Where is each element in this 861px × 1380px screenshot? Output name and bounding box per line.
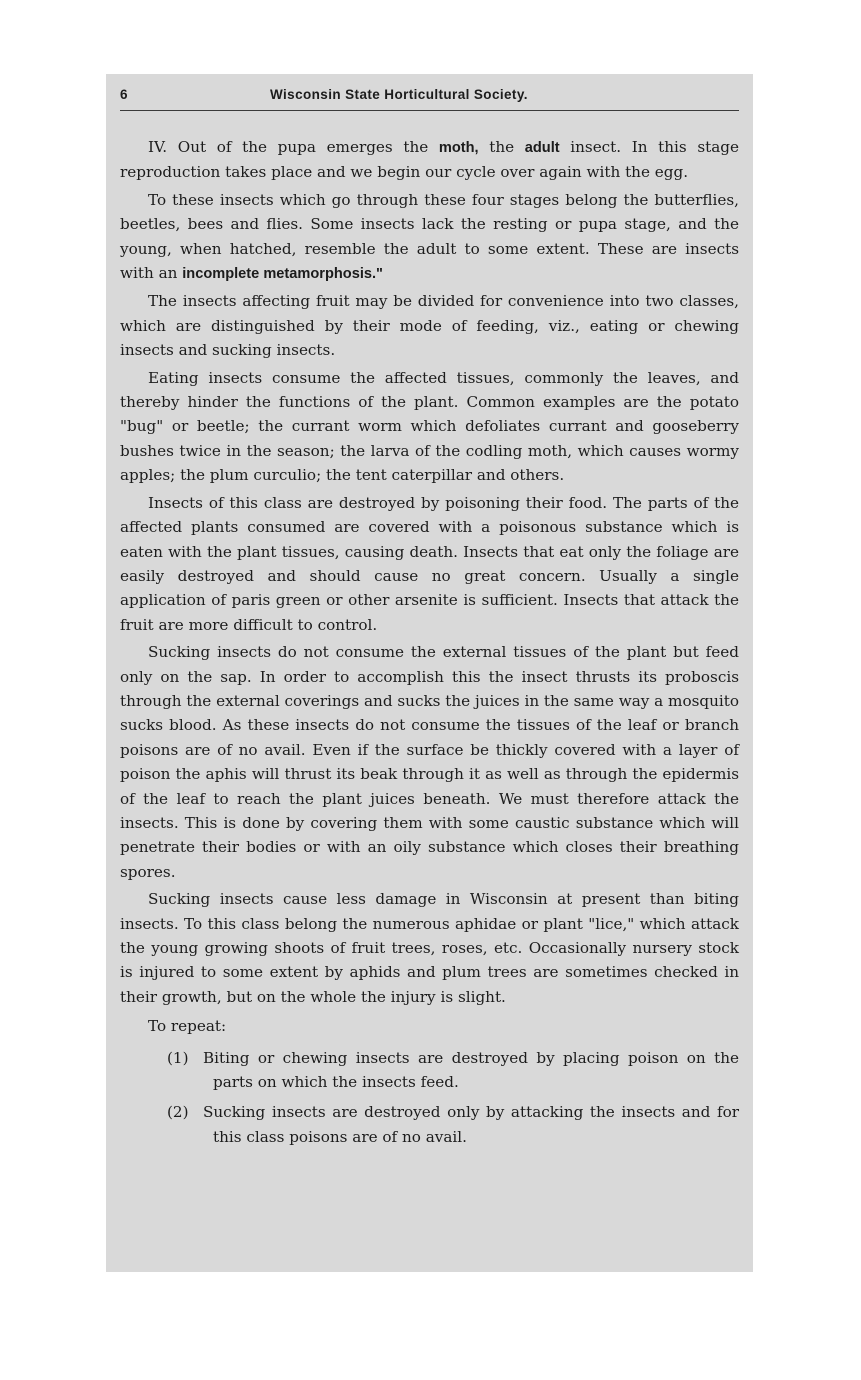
- running-header: [120, 74, 739, 111]
- paragraph-4: Eating insects consume the affected tissues, commonly the leaves, and thereby hinder the functions of the plant. Common examples are the potato "bug" or beetle; the currant worm which defoliates currant and gooseberry bushes twice in the season; the larva of the codling moth, which causes wormy apples; the plum curculio; the tent caterpillar and others.: [120, 368, 739, 485]
- term-moth: moth,: [438, 140, 479, 156]
- list-item-text: Sucking insects are destroyed only by attacking the insects and for this class poisons are of no avail.: [203, 1103, 739, 1146]
- list-item: [167, 1046, 739, 1095]
- list-item-number: (2): [167, 1103, 189, 1122]
- paragraph-2-text-a: To these insects which go through these four stages belong the butterflies, beetles, bees and flies. Some insects lack the resting or pupa stage, and the young, when hatched, resemble the adult to some extent. These are insects with an: [120, 190, 739, 283]
- paragraph-3: The insects affecting fruit may be divided for convenience into two classes, which are distinguished by their mode of feeding, viz., eating or chewing insects and sucking insects.: [120, 292, 739, 360]
- paragraph-1: [120, 135, 739, 185]
- paragraph-2: [120, 188, 739, 287]
- list-item-text: Biting or chewing insects are destroyed by placing poison on the parts on which the insects feed.: [203, 1048, 739, 1092]
- document-page: [106, 74, 753, 1272]
- paragraph-6: Sucking insects do not consume the external tissues of the plant but feed only on the sap. In order to accomplish this the insect thrusts its proboscis through the external coverings and sucks the juices in the same way a mosquito sucks blood. As these insects do not consume the tissues of the leaf or branch poisons are of no avail. Even if the surface be thickly covered with a layer of poison the aphis will thrust its beak through it as well as through the epidermis of the leaf to reach the plant juices beneath. We must therefore attack the insects. This is done by covering them with some caustic substance which will penetrate their bodies or with an oily substance which closes their breathing spores.: [120, 643, 739, 881]
- paragraph-8: To repeat:: [148, 1017, 227, 1036]
- paragraph-1-text-a: IV. Out of the pupa emerges the: [148, 138, 439, 156]
- running-title: Wisconsin State Horticultural Society.: [270, 87, 528, 102]
- list-item: [167, 1100, 739, 1149]
- paragraph-7: Sucking insects cause less damage in Wisconsin at present than biting insects. To this class belong the numerous aphidae or plant "lice," which attack the young growing shoots of fruit trees, roses, etc. Occasionally nursery stock is injured to some extent by aphids and plum trees are sometimes checked in their growth, but on the whole the injury is slight.: [120, 890, 739, 1006]
- term-adult: adult: [524, 140, 560, 156]
- paragraph-1-text-d: insect. In this stage reproduction takes place and we begin our cycle over again with the egg.: [120, 138, 740, 182]
- list-item-number: (1): [167, 1048, 189, 1067]
- page-number: 6: [120, 87, 128, 102]
- paragraph-5: Insects of this class are destroyed by poisoning their food. The parts of the affected plants consumed are covered with a poisonous substance which is eaten with the plant tissues, causing death. Insects that eat only the foliage are easily destroyed and should cause no great concern. Usually a single application of paris green or other arsenite is sufficient. Insects that attack the fruit are more difficult to control.: [120, 493, 739, 634]
- term-incomplete-metamorphosis: incomplete metamorphosis.": [182, 266, 383, 283]
- body-text: [120, 135, 739, 1149]
- paragraph-1-text-c: the: [478, 138, 525, 156]
